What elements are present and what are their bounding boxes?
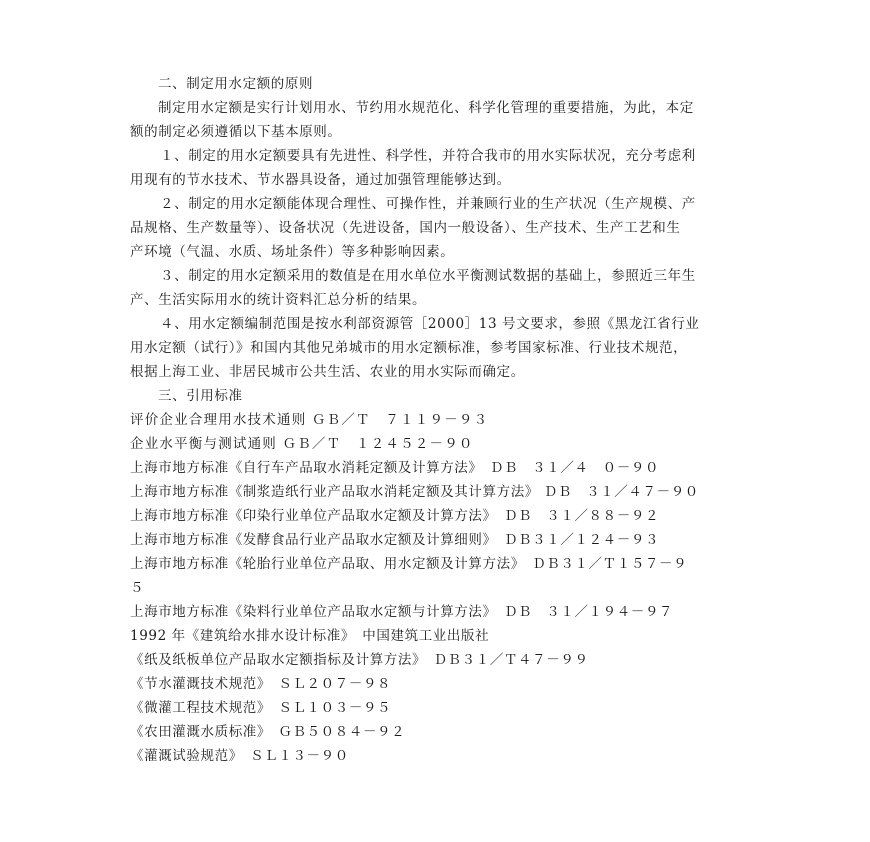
principle-3-line: ３、制定的用水定额采用的数值是在用水单位水平衡测试数据的基础上，参照近三年生 bbox=[160, 268, 696, 284]
reference-item: 企业水平衡与测试通则 ＧＢ／Ｔ １２４５２－９０ bbox=[130, 436, 474, 452]
principle-2-line: 品规格、生产数量等）、设备状况（先进设备，国内一般设备）、生产技术、生产工艺和生 bbox=[130, 220, 681, 236]
reference-item: 评价企业合理用水技术通则 ＧＢ／Ｔ ７１１９－９３ bbox=[130, 412, 489, 428]
reference-item: 《节水灌溉技术规范》 ＳＬ２０７－９８ bbox=[130, 676, 392, 692]
intro-paragraph-line: 额的制定必须遵循以下基本原则。 bbox=[130, 124, 342, 140]
principle-2-line: 产环境（气温、水质、场址条件）等多种影响因素。 bbox=[130, 244, 455, 260]
intro-paragraph-line: 制定用水定额是实行计划用水、节约用水规范化、科学化管理的重要措施，为此，本定 bbox=[158, 100, 694, 116]
principle-4-line: 根据上海工业、非居民城市公共生活、农业的用水实际而确定。 bbox=[130, 364, 525, 380]
reference-item-continuation: ５ bbox=[130, 580, 145, 596]
section-heading-references: 三、引用标准 bbox=[158, 388, 243, 404]
principle-4-line: ４、用水定额编制范围是按水利部资源管［2000］13 号文要求，参照《黑龙江省行业 bbox=[160, 316, 700, 332]
reference-item: 上海市地方标准《发酵食品行业产品取水定额及计算细则》 ＤＢ３１／１２４－９３ bbox=[130, 532, 660, 548]
principle-2-line: ２、制定的用水定额能体现合理性、可操作性，并兼顾行业的生产状况（生产规模、产 bbox=[160, 196, 696, 212]
reference-item: 上海市地方标准《自行车产品取水消耗定额及计算方法》 ＤＢ ３１／４ ０－９０ bbox=[130, 460, 660, 476]
principle-4-line: 用水定额（试行）》和国内其他兄弟城市的用水定额标准，参考国家标准、行业技术规范， bbox=[130, 340, 688, 356]
reference-item: 上海市地方标准《染料行业单位产品取水定额与计算方法》 ＤＢ ３１／１９４－９７ bbox=[130, 604, 674, 620]
reference-item: 上海市地方标准《制浆造纸行业产品取水消耗定额及其计算方法》 ＤＢ ３１／４７－９０ bbox=[130, 484, 699, 500]
reference-item: 1992 年《建筑给水排水设计标准》 中国建筑工业出版社 bbox=[130, 628, 490, 644]
principle-1-line: １、制定的用水定额要具有先进性、科学性，并符合我市的用水实际状况，充分考虑利 bbox=[160, 148, 696, 164]
reference-item: 《纸及纸板单位产品取水定额指标及计算方法》 ＤＢ３１／Ｔ４７－９９ bbox=[130, 652, 589, 668]
reference-item: 上海市地方标准《印染行业单位产品取水定额及计算方法》 ＤＢ ３１／８８－９２ bbox=[130, 508, 660, 524]
reference-item: 《微灌工程技术规范》 ＳＬ１０３－９５ bbox=[130, 700, 392, 716]
principle-1-line: 用现有的节水技术、节水器具设备，通过加强管理能够达到。 bbox=[130, 172, 511, 188]
principle-3-line: 产、生活实际用水的统计资料汇总分析的结果。 bbox=[130, 292, 427, 308]
reference-item: 《农田灌溉水质标准》 ＧＢ５０８４－９２ bbox=[130, 724, 406, 740]
section-heading-principles: 二、制定用水定额的原则 bbox=[158, 76, 314, 92]
reference-item: 上海市地方标准《轮胎行业单位产品取、用水定额及计算方法》 ＤＢ３１／Ｔ１５７－９ bbox=[130, 556, 688, 572]
reference-item: 《灌溉试验规范》 ＳＬ１３－９０ bbox=[130, 748, 349, 764]
